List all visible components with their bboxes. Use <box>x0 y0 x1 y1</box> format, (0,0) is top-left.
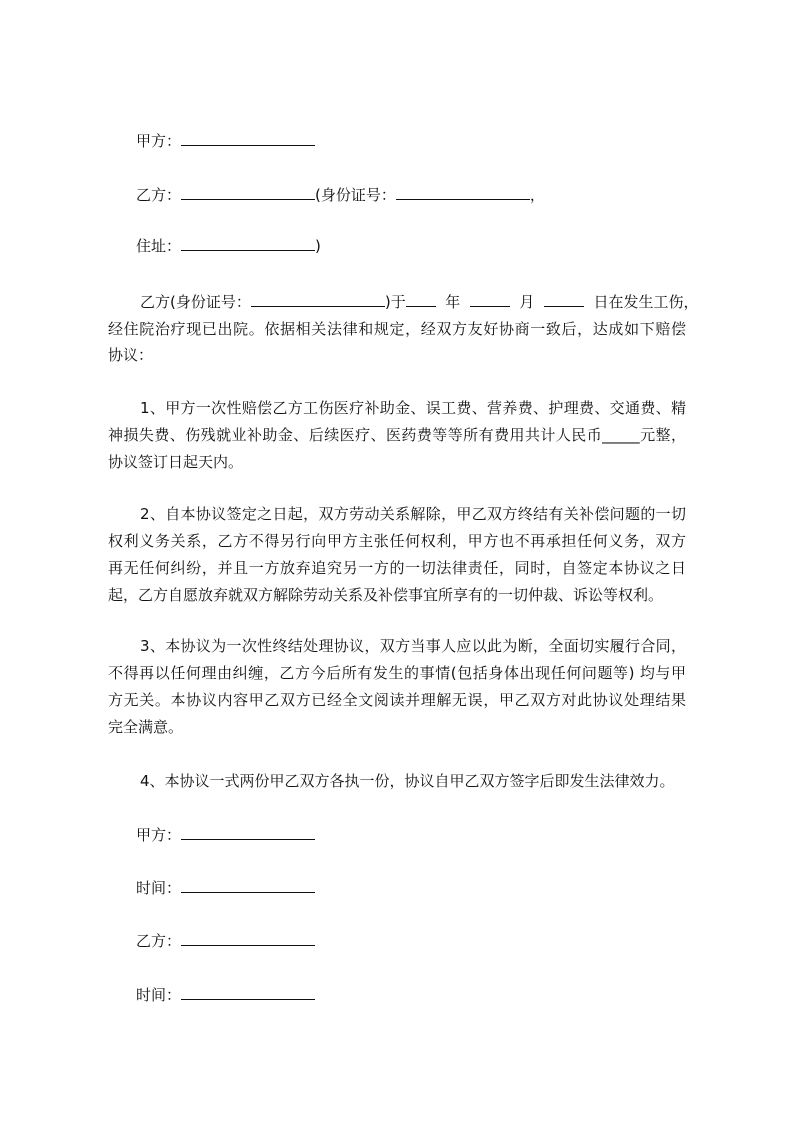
signature-label: 时间： <box>136 986 182 1004</box>
id-label: (身份证号： <box>315 186 396 204</box>
paren: ) <box>315 237 321 255</box>
signature-line <box>136 878 714 898</box>
clause-4-line: 4、本协议一式两份甲乙双方各执一份，协议自甲乙双方签字后即发生法律效力。 <box>140 772 675 790</box>
signature-blank <box>181 878 315 893</box>
clause-1-line: 1、甲方一次性赔偿乙方工伤医疗补助金、误工费、营养费、护理费、交通费、精 <box>140 399 686 417</box>
clause-1-line: 神损失费、伤残就业补助金、后续医疗、医药费等等所有费用共计人民币_____元整， <box>108 426 686 444</box>
signature-blank <box>181 985 315 1000</box>
clause-2-line: 权利义务关系，乙方不得另行向甲方主张任何权利，甲方也不再承担任何义务，双方 <box>108 532 686 550</box>
id-blank <box>251 292 385 307</box>
address-blank <box>181 236 315 251</box>
intro-text: )于 <box>384 293 406 311</box>
month-label: 月 <box>519 293 535 311</box>
intro-text: 乙方(身份证号： <box>140 293 251 311</box>
address-line <box>136 236 714 256</box>
intro-line-1 <box>140 292 699 312</box>
signature-line <box>136 931 714 951</box>
signature-line <box>136 985 714 1005</box>
clause-1-line: 协议签订日起天内。 <box>108 453 244 471</box>
party-a-label: 甲方： <box>136 132 182 150</box>
signature-label: 时间： <box>136 879 182 897</box>
intro-line-3: 协议： <box>108 346 154 364</box>
intro-line-2: 经住院治疗现已出院。依据相关法律和规定，经双方友好协商一致后，达成如下赔偿 <box>108 320 686 338</box>
month-blank <box>470 292 510 307</box>
party-b-line <box>136 185 714 205</box>
clause-3-line: 3、本协议为一次性终结处理协议，双方当事人应以此为断，全面切实履行合同， <box>140 637 686 655</box>
signature-line <box>136 825 714 845</box>
party-b-label: 乙方： <box>136 186 182 204</box>
party-a-blank <box>181 131 315 146</box>
intro-text: 日在发生工伤， <box>593 293 699 311</box>
signature-blank <box>181 825 315 840</box>
clause-3-line: 不得再以任何理由纠缠，乙方今后所有发生的事情(包括身体出现任何问题等) 均与甲 <box>108 664 686 682</box>
signature-label: 乙方： <box>136 932 182 950</box>
year-label: 年 <box>445 293 461 311</box>
signature-label: 甲方： <box>136 826 182 844</box>
day-blank <box>544 292 584 307</box>
clause-2-line: 2、自本协议签定之日起，双方劳动关系解除，甲乙双方终结有关补偿问题的一切 <box>140 505 686 523</box>
clause-3-line: 方无关。本协议内容甲乙双方已经全文阅读并理解无误，甲乙双方对此协议处理结果 <box>108 691 686 709</box>
comma: ， <box>529 186 545 204</box>
party-a-line <box>136 131 714 151</box>
clause-3-line: 完全满意。 <box>108 718 184 736</box>
clause-2-line: 再无任何纠纷，并且一方放弃追究另一方的一切法律责任，同时，自签定本协议之日 <box>108 559 686 577</box>
clause-2-line: 起，乙方自愿放弃就双方解除劳动关系及补偿事宜所享有的一切仲裁、诉讼等权利。 <box>108 586 664 604</box>
party-b-blank <box>181 185 315 200</box>
address-label: 住址： <box>136 237 182 255</box>
signature-blank <box>181 931 315 946</box>
year-blank <box>406 292 436 307</box>
id-blank <box>396 185 530 200</box>
